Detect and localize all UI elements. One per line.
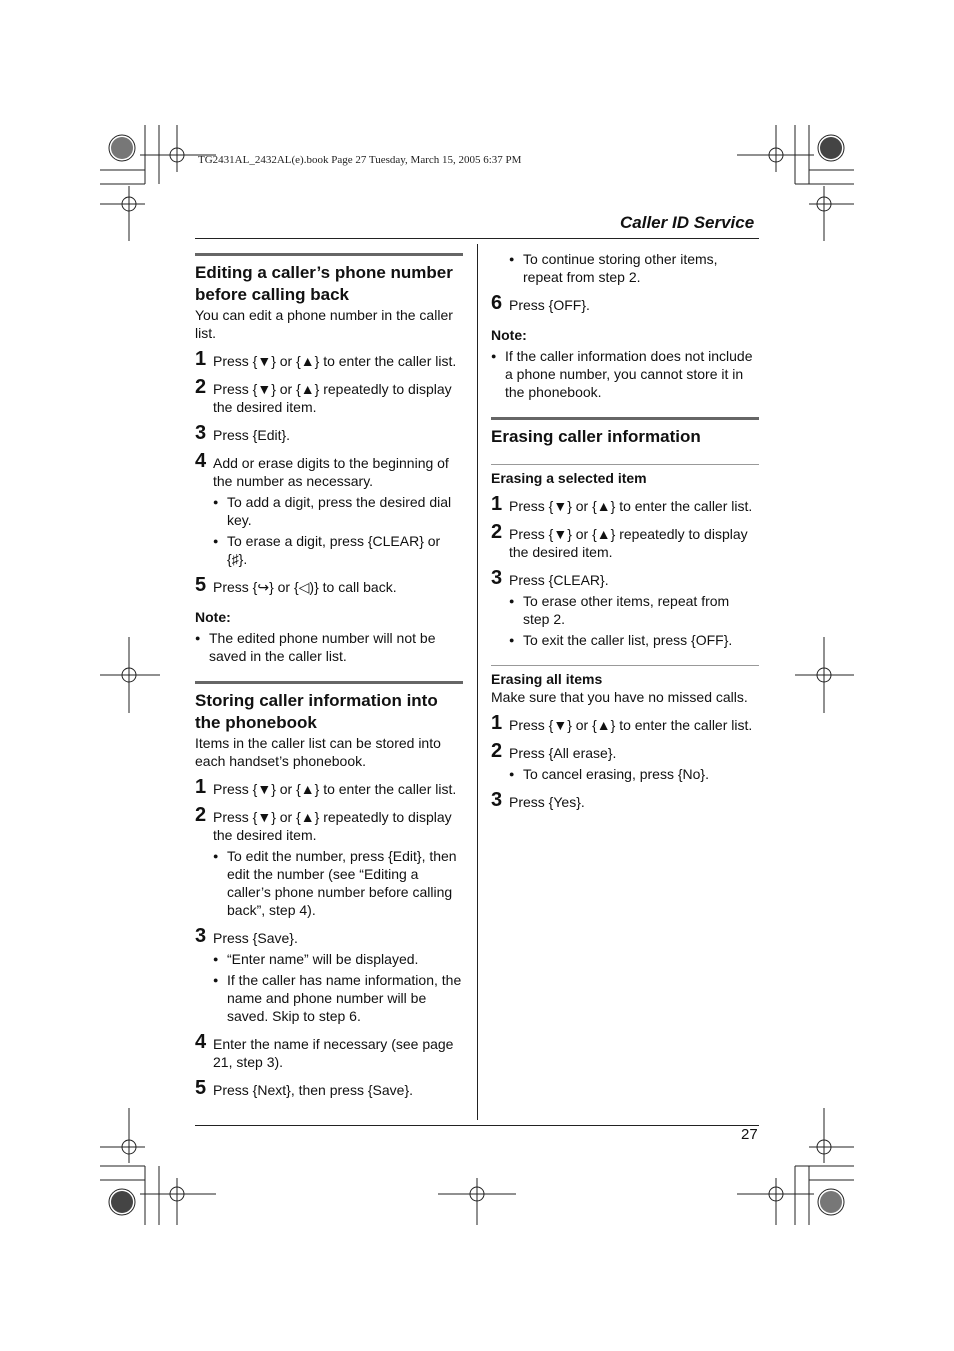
section-heading: Editing a caller’s phone number before calling back <box>195 263 453 304</box>
section-storing <box>195 681 463 770</box>
step: 2 Press {▼} or {▲} repeatedly to display the desired item. ● To edit the number, press {Edit}, then edit the number (see “Editing a caller’s phone number before calling back”, step 4). <box>195 808 463 919</box>
left-column <box>195 253 463 1099</box>
header-rule <box>195 238 759 239</box>
step: 5 Press {Next}, then press {Save}. <box>195 1077 414 1099</box>
bullet: ● To erase a digit, press {CLEAR} or {♯}. <box>213 532 463 568</box>
step: 2 Press {▼} or {▲} repeatedly to display the desired item. <box>195 376 452 415</box>
section-intro: Items in the caller list can be stored into each handset’s phonebook. <box>195 735 441 769</box>
note-bullet: ● The edited phone number will not be saved in the caller list. <box>195 629 463 665</box>
running-header: Caller ID Service <box>620 213 755 232</box>
step: 6 Press {OFF}. <box>491 292 590 314</box>
section-heading: Storing caller information into the phonebook <box>195 691 438 732</box>
bullet: ● If the caller has name information, the name and phone number will be saved. Skip to step 6. <box>213 971 463 1025</box>
right-column <box>491 247 759 811</box>
step: 3 Press {CLEAR}. ● To erase other items, repeat from step 2. ● To exit the caller list, press {OFF}. <box>491 571 759 649</box>
note-bullet: ● If the caller information does not include a phone number, you cannot store it in the phonebook. <box>491 347 759 401</box>
bullet: ● To cancel erasing, press {No}. <box>509 765 759 783</box>
step: 1 Press {▼} or {▲} to enter the caller list. <box>491 493 753 515</box>
section-heading: Erasing caller information <box>491 427 701 446</box>
step: 3 Press {Save}. ● “Enter name” will be displayed. ● If the caller has name information, the name and phone number will be saved. Skip to step 6. <box>195 929 463 1025</box>
bullet: ● To exit the caller list, press {OFF}. <box>509 631 759 649</box>
subheading: Erasing all items <box>491 665 759 688</box>
note-label: Note: <box>195 609 231 625</box>
section-editing <box>195 253 463 342</box>
subsection-intro: Make sure that you have no missed calls. <box>491 689 748 705</box>
note-label: Note: <box>491 327 527 343</box>
step: 5 Press {↪} or {◁)} to call back. <box>195 574 397 596</box>
step: 2 Press {All erase}. ● To cancel erasing, press {No}. <box>491 744 759 783</box>
column-divider <box>477 244 478 1120</box>
step: 4 Add or erase digits to the beginning of the number as necessary. ● To add a digit, press the desired dial key. ● To erase a digit, press {CLEAR} or {♯}. <box>195 454 463 568</box>
bullet: ● “Enter name” will be displayed. <box>213 950 463 968</box>
bullet: ● To erase other items, repeat from step 2. <box>509 592 759 628</box>
step: 1 Press {▼} or {▲} to enter the caller list. <box>491 712 753 734</box>
bullet: ● To edit the number, press {Edit}, then edit the number (see “Editing a caller’s phone number before calling back”, step 4). <box>213 847 463 919</box>
step: 2 Press {▼} or {▲} repeatedly to display the desired item. <box>491 521 748 560</box>
bullet: ● To add a digit, press the desired dial key. <box>213 493 463 529</box>
step: 3 Press {Edit}. <box>195 422 291 444</box>
print-slug: TG2431AL_2432AL(e).book Page 27 Tuesday, March 15, 2005 6:37 PM <box>198 154 522 166</box>
subheading: Erasing a selected item <box>491 464 759 487</box>
page-number: 27 <box>741 1126 758 1143</box>
footer-rule <box>195 1125 759 1126</box>
step: 4 Enter the name if necessary (see page 21, step 3). <box>195 1031 454 1070</box>
step: 3 Press {Yes}. <box>491 789 585 811</box>
section-intro: You can edit a phone number in the caller list. <box>195 307 453 341</box>
bullet: ● To continue storing other items, repeat from step 2. <box>509 250 759 286</box>
step: 1 Press {▼} or {▲} to enter the caller list. <box>195 348 457 370</box>
section-erasing <box>491 417 759 448</box>
step: 1 Press {▼} or {▲} to enter the caller list. <box>195 776 457 798</box>
